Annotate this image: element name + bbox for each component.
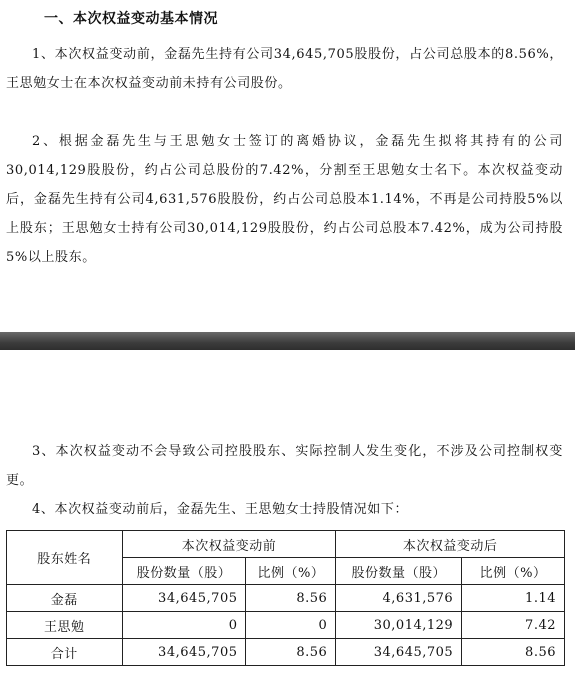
table-header-row: [7, 531, 565, 558]
shareholding-table: [6, 530, 565, 666]
paragraph-3: 3、本次权益变动不会导致公司控股股东、实际控制人发生变化，不涉及公司控制权变更。: [6, 444, 563, 488]
section-heading: 一、本次权益变动基本情况: [44, 11, 218, 27]
table-row: [7, 585, 565, 612]
header-after-change: 本次权益变动后: [336, 531, 565, 558]
cell-after-shares: 34,645,705: [336, 639, 462, 666]
cell-name: 王思勉: [7, 612, 123, 639]
table-row: [7, 612, 565, 639]
cell-after-ratio: 8.56: [462, 639, 565, 666]
cell-before-shares: 0: [122, 612, 246, 639]
subheader-before-ratio: 比例（%）: [246, 558, 336, 585]
cell-after-shares: 4,631,576: [336, 585, 462, 612]
document-page-bottom: [0, 350, 575, 700]
cell-before-ratio: 0: [246, 612, 336, 639]
subheader-before-shares: 股份数量（股）: [122, 558, 246, 585]
header-shareholder-name: 股东姓名: [7, 531, 123, 585]
header-before-change: 本次权益变动前: [122, 531, 336, 558]
document-page-top: [0, 0, 575, 332]
cell-after-ratio: 1.14: [462, 585, 565, 612]
cell-after-shares: 30,014,129: [336, 612, 462, 639]
cell-before-shares: 34,645,705: [122, 639, 246, 666]
cell-after-ratio: 7.42: [462, 612, 565, 639]
cell-name: 金磊: [7, 585, 123, 612]
paragraph-1: 1、本次权益变动前，金磊先生持有公司34,645,705股股份，占公司总股本的8.56%，王思勉女士在本次权益变动前未持有公司股份。: [6, 47, 563, 91]
cell-name: 合计: [7, 639, 123, 666]
paragraph-4: 4、本次权益变动前后，金磊先生、王思勉女士持股情况如下：: [32, 502, 409, 517]
subheader-after-shares: 股份数量（股）: [336, 558, 462, 585]
cell-before-ratio: 8.56: [246, 585, 336, 612]
cell-before-ratio: 8.56: [246, 639, 336, 666]
table-row: [7, 639, 565, 666]
subheader-after-ratio: 比例（%）: [462, 558, 565, 585]
paragraph-2: 2、根据金磊先生与王思勉女士签订的离婚协议，金磊先生拟将其持有的公司30,014,129股股份，约占公司总股份的7.42%，分割至王思勉女士名下。本次权益变动后，金磊先生持有公司4,631,576股股份，约占公司总股本1.14%，不再是公司持股5%以上股东；王思勉女士持有公司30,014,129股股份，约占公司总股本7.42%，成为公司持股5%以上股东。: [6, 134, 563, 265]
page-divider: [0, 332, 575, 350]
cell-before-shares: 34,645,705: [122, 585, 246, 612]
